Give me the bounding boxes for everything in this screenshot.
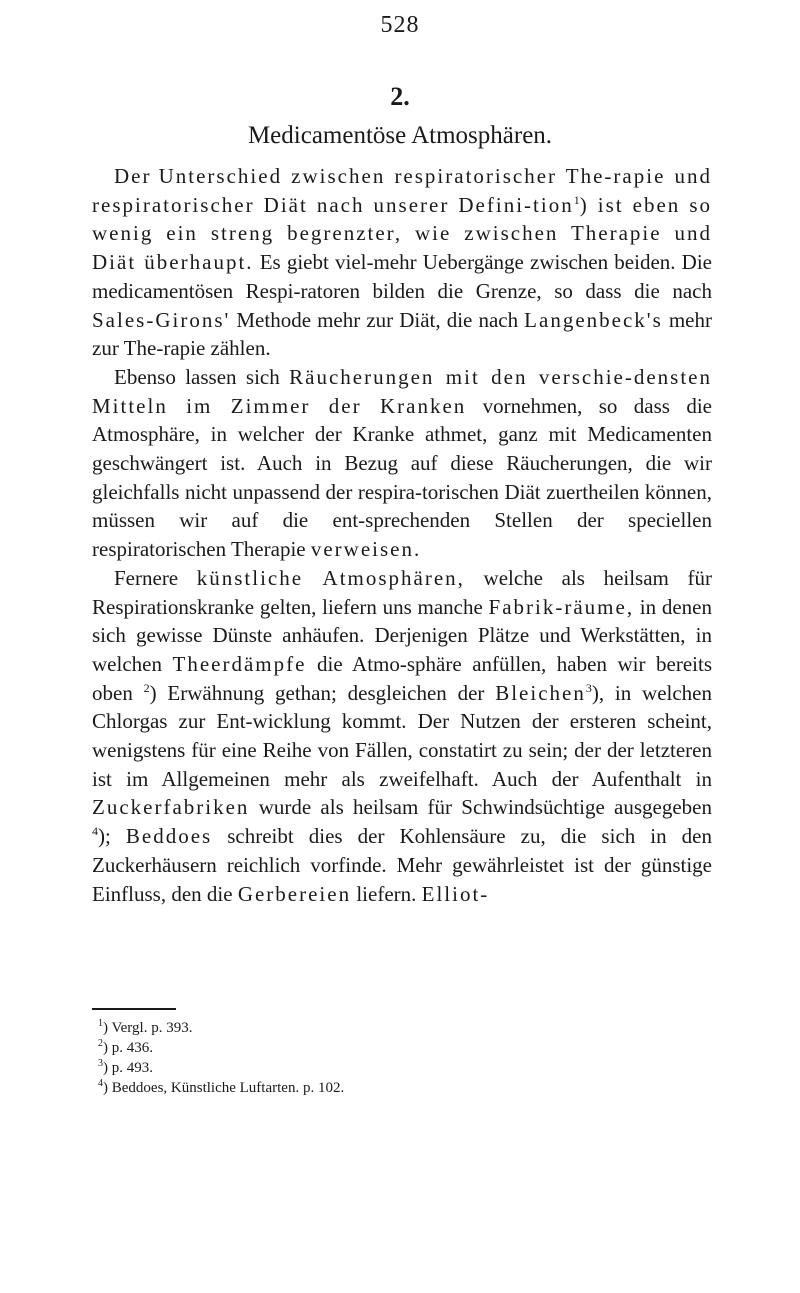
p3-h: ) Erwähnung gethan; desgleichen der: [149, 680, 496, 705]
p3-emphasis-zuckerfabriken: Zuckerfabriken: [92, 795, 250, 820]
footnote-ref-1: 1: [573, 192, 580, 207]
p2-emphasis: Räucherungen mit den verschie-densten Mitteln im Zimmer der Kranken: [92, 364, 712, 418]
p3-emphasis-bleichen: Bleichen: [495, 680, 586, 705]
p3-emphasis-atmospheres: künstliche Atmosphären,: [196, 565, 465, 590]
footnote-mark: 1: [98, 1018, 103, 1029]
p2-a: Ebenso lassen sich: [114, 364, 290, 389]
p3-g: die Atmo-sphäre anfüllen, haben wir bereits oben: [92, 651, 713, 705]
p3-q: liefern.: [351, 881, 422, 906]
footnote-ref-2: 2: [143, 680, 150, 695]
p3-o: schreibt dies der Kohlensäure zu, die sich in den Zuckerhäusern reichlich vorfinde. Mehr gewährleistet ist der günstige Einfluss, den die: [92, 824, 712, 906]
footnotes: [98, 1018, 618, 1098]
footnote-2: [98, 1038, 618, 1058]
p3-e: in denen sich gewisse Dünste anhäufen. Derjenigen Plätze und Werkstätten, in welchen: [92, 594, 713, 676]
p1-f: Methode mehr zur Diät, die nach: [230, 307, 525, 332]
footnote-ref-4: 4: [92, 824, 98, 839]
p3-author-beddoes: Beddoes: [125, 824, 213, 849]
p1-h: mehr zur The-rapie zählen.: [92, 307, 712, 361]
p3-emphasis-gerbereien: Gerbereien: [237, 881, 352, 906]
footnote-text: ) Vergl. p. 393.: [103, 1020, 193, 1036]
body-text: [92, 162, 712, 908]
paragraph-1: [92, 162, 712, 363]
footnote-mark: 4: [98, 1078, 103, 1089]
p3-emphasis-theerdaempfe: Theerdämpfe: [172, 651, 307, 676]
footnote-text: ) p. 436.: [103, 1040, 153, 1056]
p3-l: wurde als heilsam für Schwindsüchtige ausgegeben: [249, 795, 712, 820]
page-number: 528: [380, 12, 420, 38]
p3-j: ), in welchen Chlorgas zur Ent-wicklung kommt. Der Nutzen der ersteren scheint, wenigstens für eine Reihe von Fällen, constatirt zu sein; der der letzteren ist im Allgemeinen mehr als zweifelhaft. Auch der Aufenthalt in: [92, 680, 712, 791]
p2-d: verweisen.: [310, 537, 422, 562]
footnote-text: ) p. 493.: [103, 1060, 153, 1076]
section-title: Medicamentöse Atmosphären.: [247, 122, 553, 149]
p1-c: ) ist eben so wenig ein streng begrenzter, wie zwischen Therapie und Diät überhaupt.: [92, 192, 712, 275]
p1-a: Der: [114, 164, 152, 188]
p3-m: );: [98, 824, 126, 849]
footnote-rule: [92, 1008, 176, 1010]
footnote-text: ) Beddoes, Künstliche Luftarten. p. 102.: [103, 1080, 345, 1096]
paragraph-3: [92, 564, 712, 908]
p3-c: welche als heilsam für Respirationskranke gelten, liefern uns manche: [92, 565, 712, 619]
p3-a: Fernere: [114, 565, 197, 590]
p1-emphasis: Unterschied zwischen respiratorischer The-rapie und respiratorischer Diät nach unserer Defini-tion: [92, 164, 713, 217]
p3-emphasis-fabrikraeume: Fabrik-räume,: [488, 594, 635, 619]
p3-author-elliot: Elliot-: [421, 881, 490, 906]
p2-c: vornehmen, so dass die Atmosphäre, in welcher der Kranke athmet, ganz mit Medicamenten geschwängert ist. Auch in Bezug auf diese Räucherungen, die wir gleichfalls nicht unpassend der respira-torischen Diät zuertheilen können, müssen wir auf die ent-sprechenden Stellen der speciellen respiratorischen Therapie: [92, 393, 713, 562]
footnote-4: [98, 1078, 618, 1098]
footnote-mark: 2: [98, 1038, 103, 1049]
footnote-3: [98, 1058, 618, 1078]
paragraph-2: [92, 363, 712, 564]
p1-author-sales-girons: Sales-Girons': [92, 307, 231, 332]
footnote-mark: 3: [98, 1058, 103, 1069]
p1-author-langenbeck: Langenbeck's: [524, 307, 663, 332]
footnote-ref-3: 3: [585, 680, 592, 695]
section-number: 2.: [390, 82, 410, 111]
p1-d: Es giebt viel-mehr Uebergänge zwischen beiden. Die medicamentösen Respi-ratoren bilden die Grenze, so dass die nach: [92, 250, 712, 303]
footnote-1: [98, 1018, 618, 1038]
